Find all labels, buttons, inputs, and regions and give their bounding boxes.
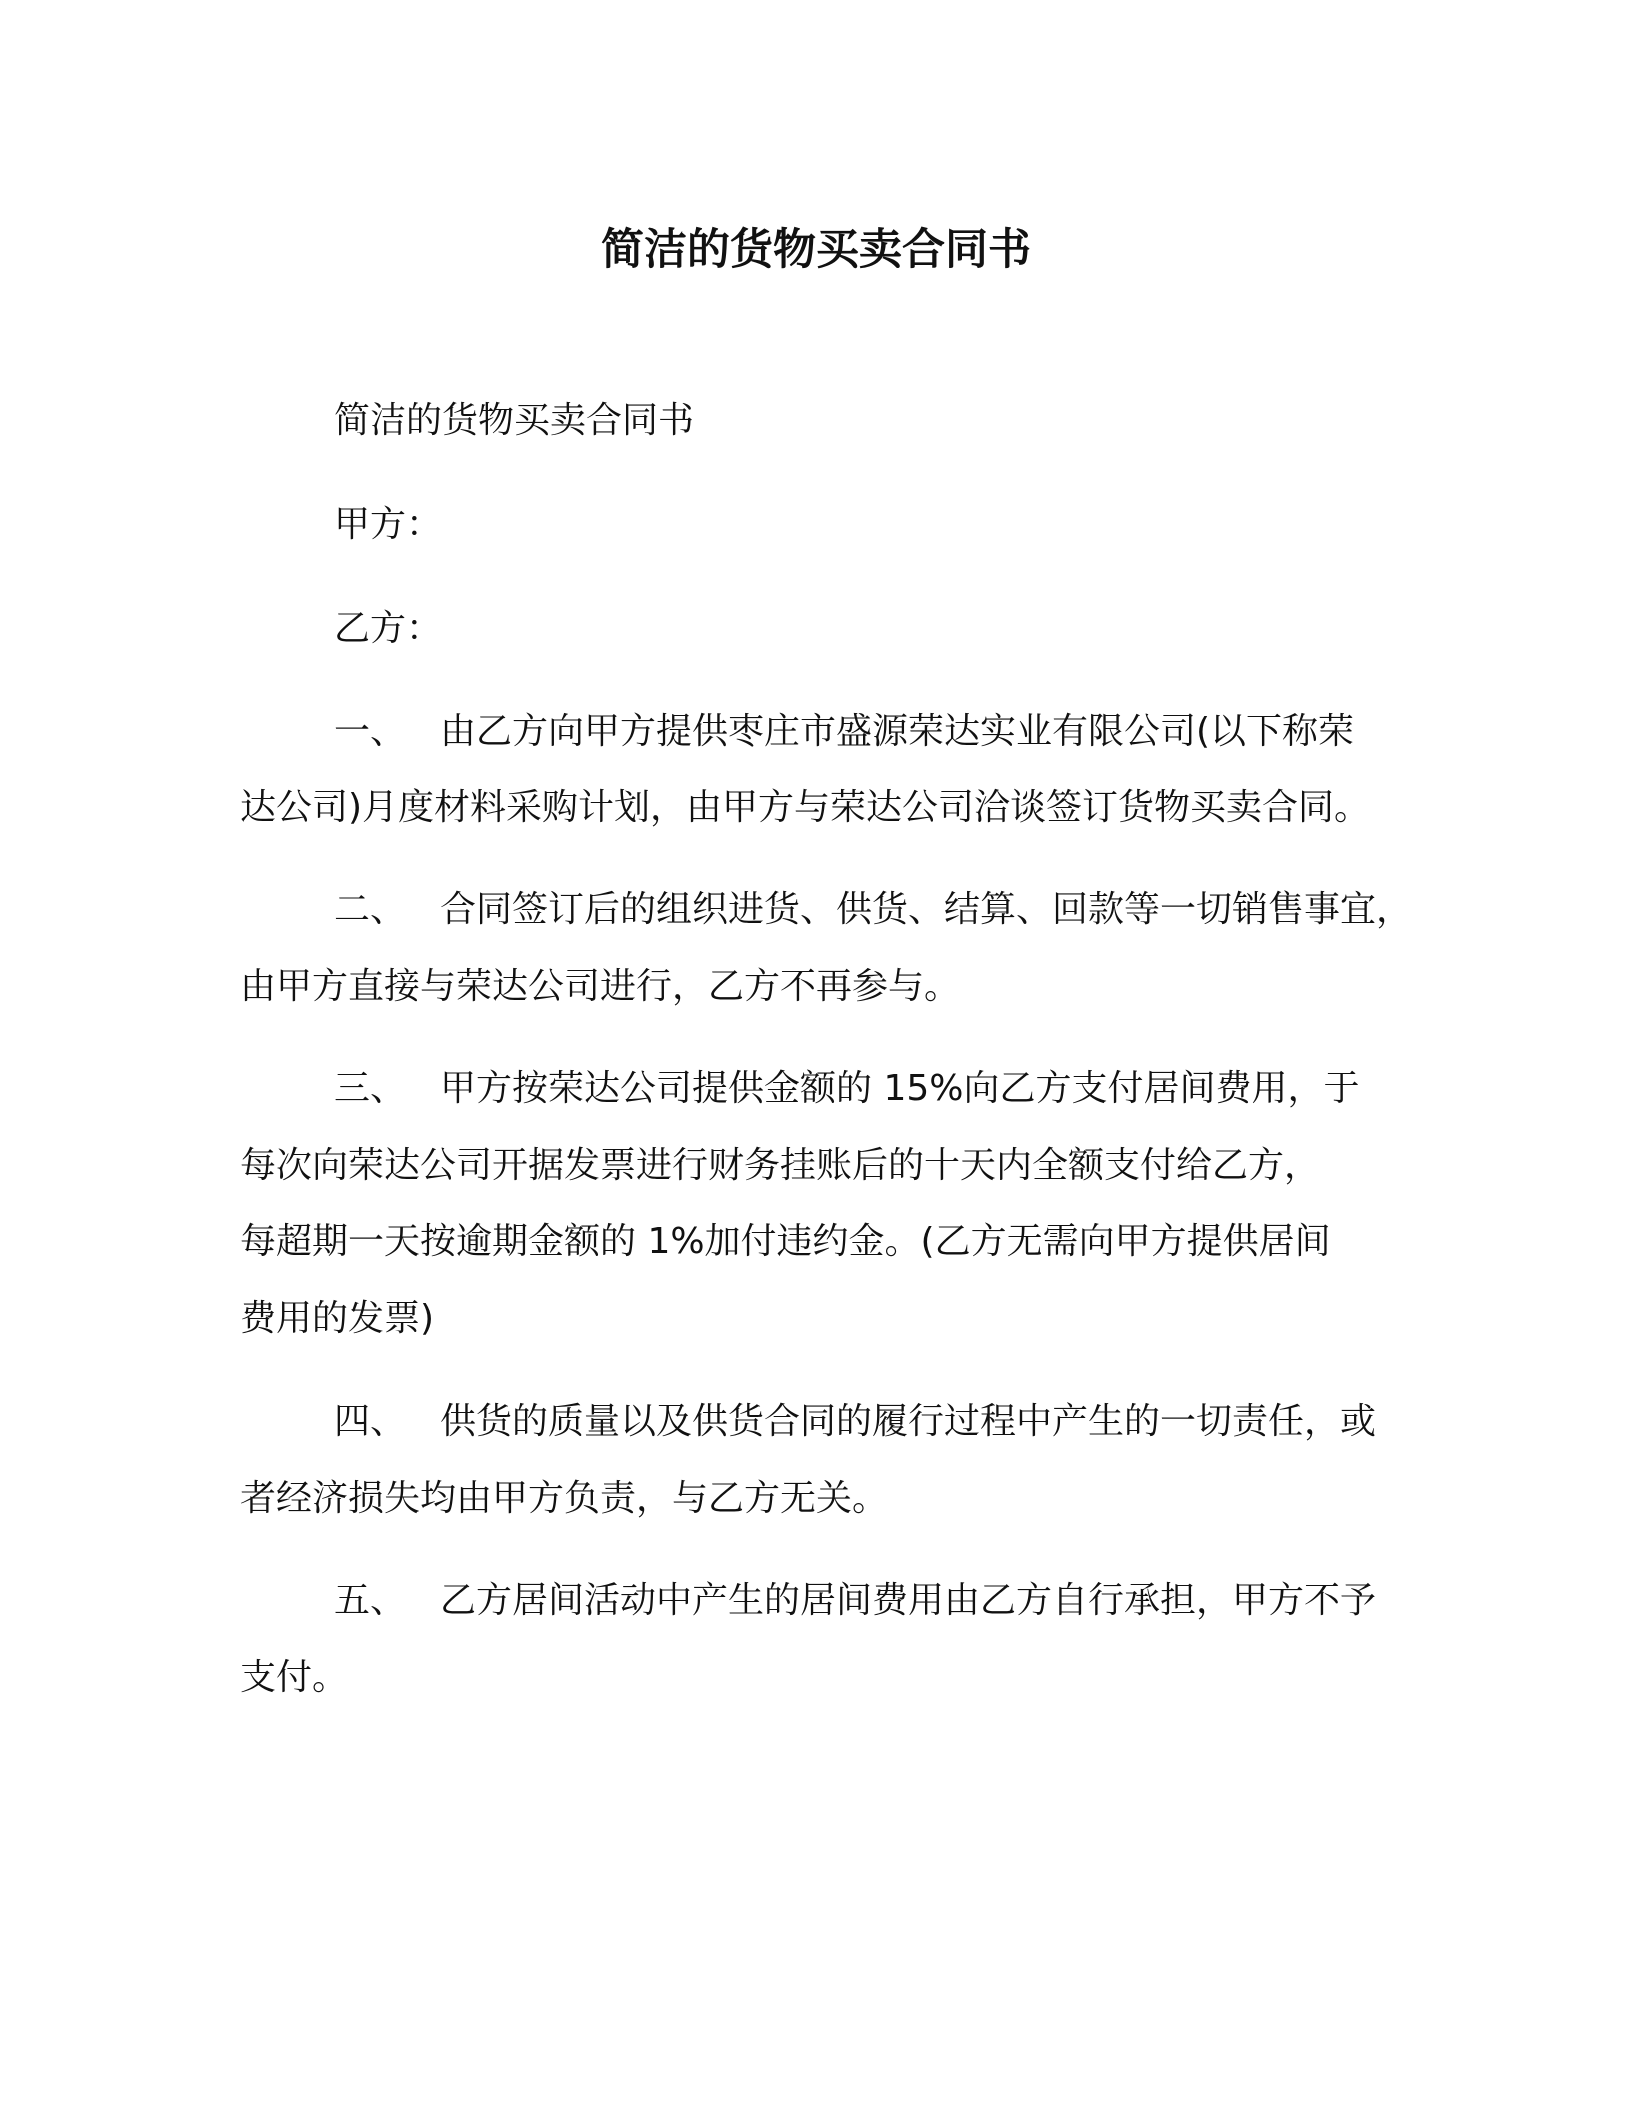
clause-4-line-1 [334, 1397, 1376, 1447]
document-title: 简洁的货物买卖合同书 [601, 225, 1031, 275]
clause-5-line-1 [334, 1576, 1376, 1626]
clause-1-text-1: 由乙方向甲方提供枣庄市盛源荣达实业有限公司(以下称荣 [440, 711, 1355, 752]
clause-2-line-1 [334, 885, 1412, 935]
party-a-label: 甲方： [334, 504, 443, 545]
clause-3-text-1: 甲方按荣达公司提供金额的 15%向乙方支付居间费用，于 [440, 1068, 1360, 1109]
clause-5-text-1: 乙方居间活动中产生的居间费用由乙方自行承担，甲方不予 [440, 1580, 1377, 1621]
clause-1-marker: 一、 [334, 711, 407, 752]
clause-3-line-3: 每超期一天按逾期金额的 1%加付违约金。(乙方无需向甲方提供居间 [240, 1221, 1331, 1262]
clause-2-text-1: 合同签订后的组织进货、供货、结算、回款等一切销售事宜， [440, 889, 1413, 930]
clause-2-marker: 二、 [334, 889, 407, 930]
clause-3-line-1 [334, 1064, 1359, 1114]
clause-3-line-4: 费用的发票) [240, 1298, 435, 1339]
clause-5-marker: 五、 [334, 1580, 407, 1621]
clause-4-line-2: 者经济损失均由甲方负责，与乙方无关。 [240, 1478, 889, 1519]
clause-1-line-2: 达公司)月度材料采购计划，由甲方与荣达公司洽谈签订货物买卖合同。 [240, 787, 1371, 828]
clause-4-marker: 四、 [334, 1401, 407, 1442]
clause-4-text-1: 供货的质量以及供货合同的履行过程中产生的一切责任，或 [440, 1401, 1377, 1442]
party-b-label: 乙方： [334, 608, 443, 649]
clause-3-line-2: 每次向荣达公司开据发票进行财务挂账后的十天内全额支付给乙方， [240, 1145, 1321, 1186]
clause-3-marker: 三、 [334, 1068, 407, 1109]
clause-2-line-2: 由甲方直接与荣达公司进行，乙方不再参与。 [240, 966, 961, 1007]
document-subtitle: 简洁的货物买卖合同书 [334, 400, 695, 441]
clause-1-line-1 [334, 707, 1354, 757]
clause-5-line-2: 支付。 [240, 1657, 349, 1698]
